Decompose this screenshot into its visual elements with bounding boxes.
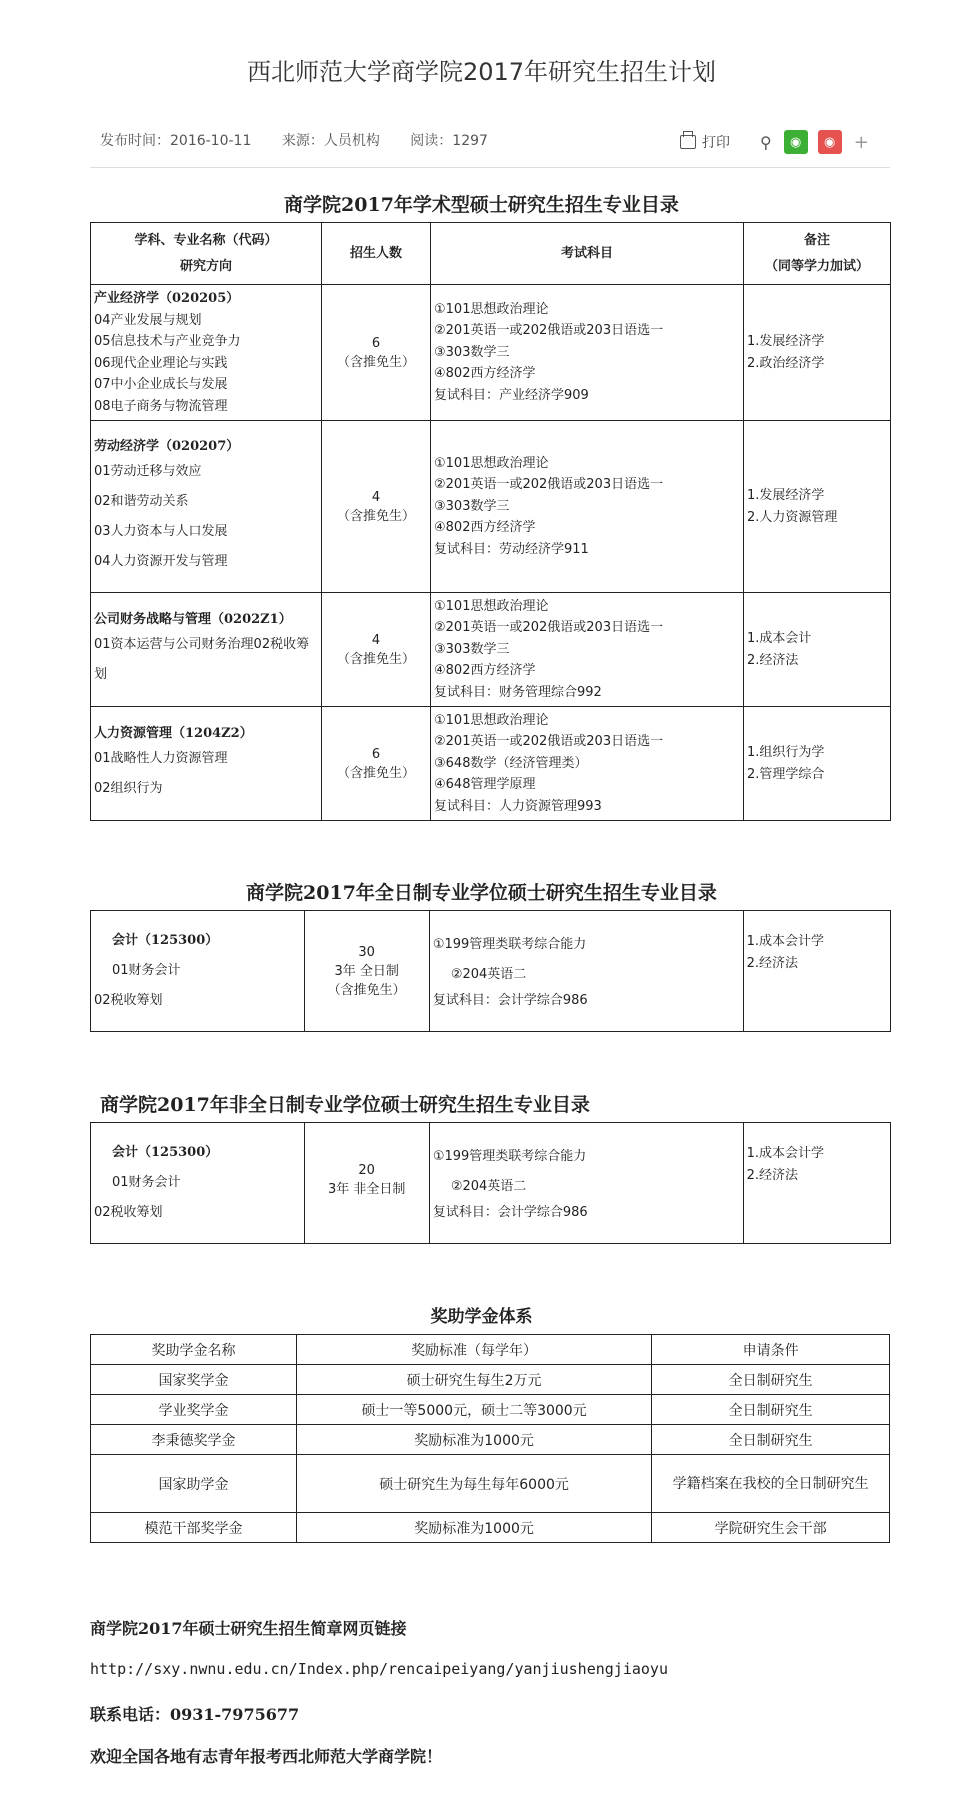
subjects-cell: ①101思想政治理论 ②201英语一或202俄语或203日语选一 ③648数学（经济管理类） ④648管理学原理 复试科目：人力资源管理993 [431, 707, 744, 821]
scholarship-standard: 硕士研究生每生2万元 [296, 1365, 651, 1395]
source: 来源：人员机构 [281, 133, 380, 149]
wechat-icon[interactable]: ◉ [784, 130, 808, 154]
fulltime-section-title: 商学院2017年全日制专业学位硕士研究生招生专业目录 [246, 882, 717, 904]
welcome-text: 欢迎全国各地有志青年报考西北师范大学商学院！ [90, 1747, 443, 1766]
view-count: 阅读：1297 [410, 133, 488, 149]
major-cell: 公司财务战略与管理（0202Z1） 01资本运营与公司财务治理02税收筹 划 [91, 593, 322, 707]
count-cell: 6 （含推免生） [322, 707, 431, 821]
scholarship-name: 学业奖学金 [91, 1395, 297, 1425]
remarks-cell: 1.发展经济学 2.政治经济学 [744, 285, 891, 421]
major-cell: 人力资源管理（1204Z2） 01战略性人力资源管理 02组织行为 [91, 707, 322, 821]
scholarship-name: 模范干部奖学金 [91, 1513, 297, 1543]
scholarship-name: 国家助学金 [91, 1455, 297, 1513]
major-cell: 劳动经济学（020207） 01劳动迁移与效应 02和谐劳动关系 03人力资本与人口发展 04人力资源开发与管理 [91, 421, 322, 593]
subjects-cell: ①199管理类联考综合能力 ②204英语二 复试科目：会计学综合986 [429, 1123, 743, 1244]
scholarship-condition: 全日制研究生 [652, 1425, 890, 1455]
remarks-cell: 1.发展经济学 2.人力资源管理 [744, 421, 891, 593]
fulltime-table [90, 910, 891, 1032]
count-cell: 4 （含推免生） [322, 421, 431, 593]
subjects-cell: ①101思想政治理论 ②201英语一或202俄语或203日语选一 ③303数学三 ④802西方经济学 复试科目：产业经济学909 [431, 285, 744, 421]
academic-section-title: 商学院2017年学术型硕士研究生招生专业目录 [284, 194, 679, 216]
table-row [91, 1425, 890, 1455]
table-row [91, 1123, 891, 1244]
table-row [91, 421, 891, 593]
table-header-row [91, 1335, 890, 1365]
link-title: 商学院2017年硕士研究生招生简章网页链接 [90, 1619, 407, 1638]
scholarship-standard: 硕士研究生为每生每年6000元 [296, 1455, 651, 1513]
scholarship-standard: 奖励标准为1000元 [296, 1513, 651, 1543]
remarks-cell: 1.成本会计学 2.经济法 [743, 1123, 890, 1244]
remarks-cell: 1.成本会计学 2.经济法 [743, 911, 890, 1032]
scholarship-condition: 学籍档案在我校的全日制研究生 [652, 1455, 890, 1513]
scholarship-table [90, 1334, 890, 1543]
article-meta [100, 130, 514, 150]
publish-time: 发布时间：2016-10-11 [100, 133, 252, 149]
subjects-cell: ①101思想政治理论 ②201英语一或202俄语或203日语选一 ③303数学三 ④802西方经济学 复试科目：劳动经济学911 [431, 421, 744, 593]
count-cell: 30 3年 全日制 （含推免生） [304, 911, 429, 1032]
scholarship-name: 国家奖学金 [91, 1365, 297, 1395]
header-condition: 申请条件 [652, 1335, 890, 1365]
parttime-table [90, 1122, 891, 1244]
scholarship-condition: 全日制研究生 [652, 1395, 890, 1425]
count-cell: 20 3年 非全日制 [304, 1123, 429, 1244]
parttime-section-title: 商学院2017年非全日制专业学位硕士研究生招生专业目录 [100, 1094, 590, 1116]
header-standard: 奖励标准（每学年） [296, 1335, 651, 1365]
share-icon[interactable]: ⚲ [760, 132, 772, 152]
count-cell: 6 （含推免生） [322, 285, 431, 421]
header-count: 招生人数 [322, 223, 431, 285]
scholarship-standard: 奖励标准为1000元 [296, 1425, 651, 1455]
count-cell: 4 （含推免生） [322, 593, 431, 707]
header-remarks: 备注 （同等学力加试） [744, 223, 891, 285]
scholarship-condition: 学院研究生会干部 [652, 1513, 890, 1543]
scholarship-name: 李秉德奖学金 [91, 1425, 297, 1455]
header-subjects: 考试科目 [431, 223, 744, 285]
academic-table [90, 222, 891, 821]
major-cell: 会计（125300） 01财务会计 02税收筹划 [91, 1123, 305, 1244]
share-toolbar [680, 130, 869, 154]
table-row [91, 1365, 890, 1395]
table-row [91, 1455, 890, 1513]
remarks-cell: 1.成本会计 2.经济法 [744, 593, 891, 707]
major-cell: 产业经济学（020205） 04产业发展与规划 05信息技术与产业竞争力 06现代企业理论与实践 07中小企业成长与发展 08电子商务与物流管理 [91, 285, 322, 421]
print-link[interactable]: 打印 [702, 135, 730, 151]
scholarship-condition: 全日制研究生 [652, 1365, 890, 1395]
plus-icon[interactable]: + [853, 131, 869, 153]
table-row [91, 285, 891, 421]
table-row [91, 1395, 890, 1425]
table-header-row [91, 223, 891, 285]
divider [90, 167, 890, 168]
table-row [91, 911, 891, 1032]
page-title: 西北师范大学商学院2017年研究生招生计划 [246, 58, 717, 86]
scholarship-section-title: 奖助学金体系 [430, 1307, 533, 1327]
subjects-cell: ①199管理类联考综合能力 ②204英语二 复试科目：会计学综合986 [429, 911, 743, 1032]
print-icon[interactable] [680, 135, 696, 149]
admission-link[interactable]: http://sxy.nwnu.edu.cn/Index.php/rencaipeiyang/yanjiushengjiaoyu [90, 1660, 668, 1678]
subjects-cell: ①101思想政治理论 ②201英语一或202俄语或203日语选一 ③303数学三 ④802西方经济学 复试科目：财务管理综合992 [431, 593, 744, 707]
remarks-cell: 1.组织行为学 2.管理学综合 [744, 707, 891, 821]
weibo-icon[interactable]: ◉ [818, 130, 842, 154]
contact-phone: 联系电话：0931-7975677 [90, 1705, 300, 1724]
scholarship-standard: 硕士一等5000元，硕士二等3000元 [296, 1395, 651, 1425]
table-row [91, 593, 891, 707]
major-cell: 会计（125300） 01财务会计 02税收筹划 [91, 911, 305, 1032]
table-row [91, 1513, 890, 1543]
table-row [91, 707, 891, 821]
header-major: 学科、专业名称（代码） 研究方向 [91, 223, 322, 285]
header-name: 奖助学金名称 [91, 1335, 297, 1365]
